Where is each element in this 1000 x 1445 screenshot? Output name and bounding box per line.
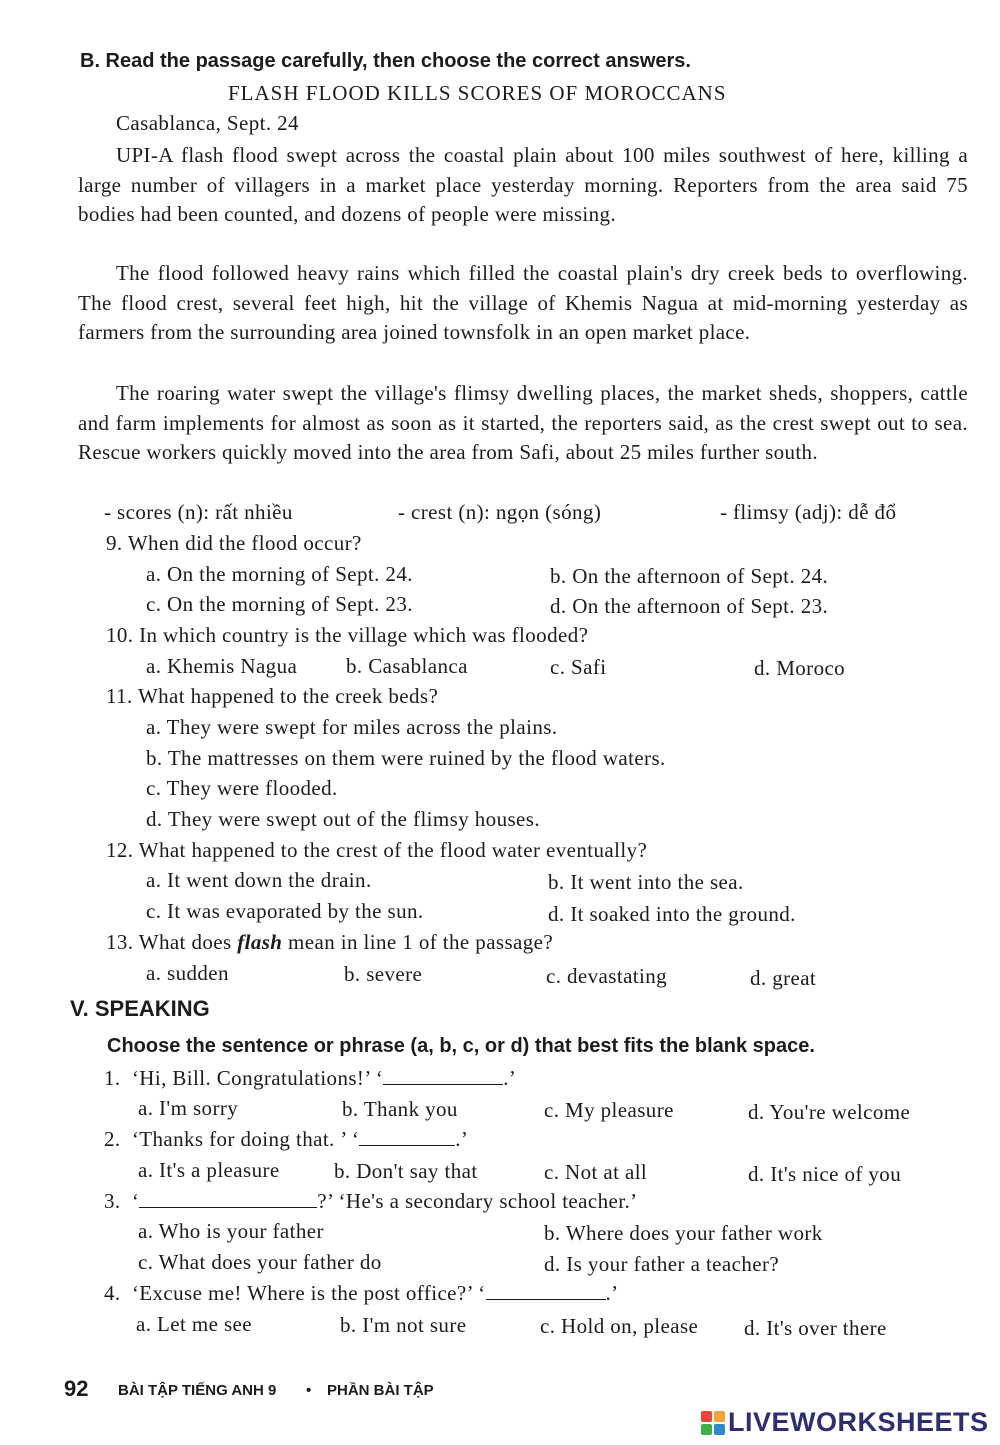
glossary-scores: - scores (n): rất nhiều bbox=[104, 500, 293, 524]
question-13-option-b[interactable]: b. severe bbox=[344, 962, 423, 986]
glossary-flimsy: - flimsy (adj): dễ đổ bbox=[720, 500, 897, 524]
question-11-option-c[interactable]: c. They were flooded. bbox=[146, 776, 338, 800]
speaking-q1-prefix: ‘Hi, Bill. Congratulations!’ ‘ bbox=[131, 1066, 384, 1090]
question-11-option-d[interactable]: d. They were swept out of the flimsy houses. bbox=[146, 807, 540, 831]
glossary-crest: - crest (n): ngọn (sóng) bbox=[398, 500, 602, 524]
speaking-q1-option-c[interactable]: c. My pleasure bbox=[544, 1098, 674, 1122]
speaking-q3-suffix: ?’ ‘He's a secondary school teacher.’ bbox=[317, 1189, 638, 1213]
question-10-option-a[interactable]: a. Khemis Nagua bbox=[146, 654, 298, 678]
speaking-q4-blank[interactable] bbox=[486, 1283, 606, 1300]
question-9-option-c[interactable]: c. On the morning of Sept. 23. bbox=[146, 592, 413, 616]
question-10-option-d[interactable]: d. Moroco bbox=[754, 656, 846, 680]
speaking-q2-suffix: .’ bbox=[455, 1127, 469, 1151]
section-v-instruction: Choose the sentence or phrase (a, b, c, or d) that best fits the blank space. bbox=[107, 1035, 815, 1057]
question-12-stem: 12. What happened to the crest of the flood water eventually? bbox=[106, 838, 648, 862]
question-9-option-d[interactable]: d. On the afternoon of Sept. 23. bbox=[550, 594, 829, 618]
question-12-option-b[interactable]: b. It went into the sea. bbox=[548, 870, 744, 894]
question-9-option-a[interactable]: a. On the morning of Sept. 24. bbox=[146, 562, 413, 586]
question-10-option-c[interactable]: c. Safi bbox=[550, 655, 607, 679]
speaking-q3-stem bbox=[104, 1189, 638, 1214]
speaking-q1-number: 1. bbox=[104, 1066, 121, 1090]
speaking-q4-stem bbox=[104, 1281, 619, 1306]
speaking-q2-option-d[interactable]: d. It's nice of you bbox=[748, 1162, 902, 1186]
speaking-q4-option-c[interactable]: c. Hold on, please bbox=[540, 1314, 699, 1338]
speaking-q1-suffix: .’ bbox=[503, 1066, 517, 1090]
question-13-option-a[interactable]: a. sudden bbox=[146, 961, 229, 985]
question-9-stem: 9. When did the flood occur? bbox=[106, 531, 362, 555]
speaking-q4-prefix: ‘Excuse me! Where is the post office?’ ‘ bbox=[131, 1281, 486, 1305]
page-number: 92 bbox=[64, 1376, 89, 1401]
speaking-q4-option-b[interactable]: b. I'm not sure bbox=[340, 1313, 467, 1337]
speaking-q3-option-d[interactable]: d. Is your father a teacher? bbox=[544, 1252, 780, 1276]
question-13-stem-prefix: 13. What does bbox=[106, 930, 238, 954]
footer-bullet: • bbox=[306, 1382, 312, 1399]
passage-title: FLASH FLOOD KILLS SCORES OF MOROCCANS bbox=[228, 81, 727, 105]
section-b-instruction: B. Read the passage carefully, then choose the correct answers. bbox=[80, 50, 691, 72]
speaking-q3-option-c[interactable]: c. What does your father do bbox=[138, 1250, 382, 1274]
question-13-option-d[interactable]: d. great bbox=[750, 966, 817, 990]
question-13-keyword: flash bbox=[237, 930, 283, 954]
speaking-q2-blank[interactable] bbox=[359, 1129, 455, 1146]
speaking-q4-option-a[interactable]: a. Let me see bbox=[136, 1312, 252, 1336]
speaking-q3-prefix: ‘ bbox=[131, 1189, 140, 1213]
speaking-q2-option-c[interactable]: c. Not at all bbox=[544, 1160, 648, 1184]
speaking-q3-option-b[interactable]: b. Where does your father work bbox=[544, 1221, 823, 1245]
speaking-q2-option-a[interactable]: a. It's a pleasure bbox=[138, 1158, 280, 1182]
question-10-option-b[interactable]: b. Casablanca bbox=[346, 654, 468, 678]
speaking-q1-option-a[interactable]: a. I'm sorry bbox=[138, 1096, 239, 1120]
speaking-q2-prefix: ‘Thanks for doing that. ’ ‘ bbox=[131, 1127, 360, 1151]
passage-paragraph-1: UPI-A flash flood swept across the coastal plain about 100 miles southwest of here, killing a large number of villagers in a market place yesterday morning. Reporters from the area said 75 bodies had been counted, and dozens of people were missing. bbox=[78, 143, 968, 227]
passage-paragraph-3: The roaring water swept the village's flimsy dwelling places, the market sheds, shoppers, cattle and farm implements for almost as soon as it started, the reporters said, as the crest swept out to sea. Rescue workers quickly moved into the area from Safi, about 25 miles further south. bbox=[78, 381, 968, 465]
question-12-option-d[interactable]: d. It soaked into the ground. bbox=[548, 902, 796, 926]
question-12-option-c[interactable]: c. It was evaporated by the sun. bbox=[146, 899, 424, 923]
question-13-stem-suffix: mean in line 1 of the passage? bbox=[282, 930, 554, 954]
passage-paragraph-2: The flood followed heavy rains which filled the coastal plain's dry creek beds to overflowing. The flood crest, several feet high, hit the village of Khemis Nagua at mid-morning yesterday as farmers from the surrounding area joined townsfolk in an open market place. bbox=[78, 261, 968, 345]
question-12-option-a[interactable]: a. It went down the drain. bbox=[146, 868, 372, 892]
question-11-option-b[interactable]: b. The mattresses on them were ruined by the flood waters. bbox=[146, 746, 666, 770]
question-11-option-a[interactable]: a. They were swept for miles across the plains. bbox=[146, 715, 558, 739]
speaking-q2-option-b[interactable]: b. Don't say that bbox=[334, 1159, 478, 1183]
question-11-stem: 11. What happened to the creek beds? bbox=[106, 684, 439, 708]
speaking-q2-stem bbox=[104, 1127, 468, 1152]
speaking-q1-stem bbox=[104, 1066, 516, 1091]
speaking-q3-blank[interactable] bbox=[139, 1191, 317, 1208]
speaking-q1-option-b[interactable]: b. Thank you bbox=[342, 1097, 458, 1121]
speaking-q3-option-a[interactable]: a. Who is your father bbox=[138, 1219, 324, 1243]
speaking-q4-suffix: .’ bbox=[605, 1281, 619, 1305]
speaking-q1-option-d[interactable]: d. You're welcome bbox=[748, 1100, 911, 1124]
dateline: Casablanca, Sept. 24 bbox=[116, 111, 299, 135]
book-title: BÀI TẬP TIẾNG ANH 9 bbox=[118, 1382, 277, 1399]
question-13-stem bbox=[106, 930, 553, 955]
question-10-stem: 10. In which country is the village which was flooded? bbox=[106, 623, 589, 647]
speaking-q2-number: 2. bbox=[104, 1127, 121, 1151]
speaking-q4-option-d[interactable]: d. It's over there bbox=[744, 1316, 887, 1340]
speaking-q1-blank[interactable] bbox=[383, 1068, 503, 1085]
liveworksheets-logo-icon bbox=[700, 1410, 726, 1436]
section-v-heading: V. SPEAKING bbox=[70, 996, 210, 1021]
question-13-option-c[interactable]: c. devastating bbox=[546, 964, 668, 988]
liveworksheets-logo-text: LIVEWORKSHEETS bbox=[728, 1407, 989, 1437]
speaking-q3-number: 3. bbox=[104, 1189, 121, 1213]
speaking-q4-number: 4. bbox=[104, 1281, 121, 1305]
footer-section-name: PHẦN BÀI TẬP bbox=[327, 1382, 434, 1399]
question-9-option-b[interactable]: b. On the afternoon of Sept. 24. bbox=[550, 564, 829, 588]
